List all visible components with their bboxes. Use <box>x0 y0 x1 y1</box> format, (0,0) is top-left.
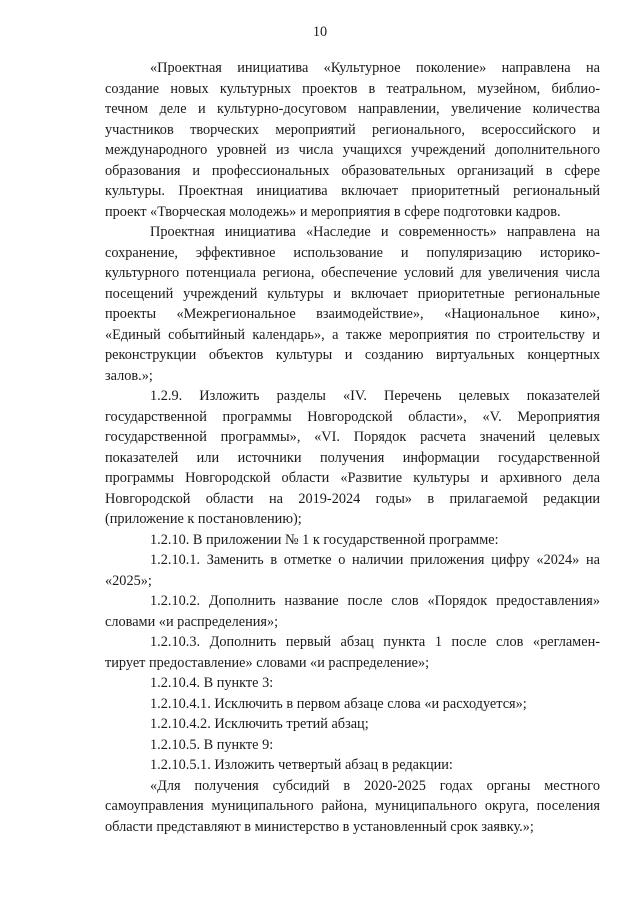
paragraph-line: 1.2.10.4.2. Исключить третий абзац; <box>150 716 369 732</box>
paragraph-line: самоуправления муниципального района, муниципального округа, поселения <box>105 798 600 814</box>
paragraph-line: Проектная инициатива «Наследие и современность» направлена на <box>150 224 600 240</box>
paragraph-line: области представляют в министерство в установленный срок заявку.»; <box>105 818 534 835</box>
paragraph <box>130 694 600 715</box>
paragraph-line: «Для получения субсидий в 2020-2025 годах органы местного <box>150 777 600 794</box>
paragraph-line: (приложение к постановлению); <box>105 511 302 527</box>
paragraph-line: участников творческих мероприятий регионального, всероссийского и <box>105 121 600 138</box>
paragraph-line: течном деле и культурно-досуговом направлении, увеличение количества <box>105 101 600 117</box>
paragraph <box>105 58 600 222</box>
paragraph-line: показателей или источники получения информации государственной <box>105 449 600 466</box>
paragraph-line: государственной программы», «VI. Порядок расчета значений целевых <box>105 429 600 445</box>
paragraph-line: «Единый событийный календарь», а также мероприятия по строительству и <box>105 326 600 343</box>
paragraph-line: сохранение, эффективное использование и популяризацию историко- <box>105 244 600 261</box>
paragraph-line: «Проектная инициатива «Культурное поколение» направлена на <box>150 60 600 76</box>
paragraph <box>105 222 600 386</box>
paragraph <box>130 530 600 551</box>
paragraph-line: 1.2.10.3. Дополнить первый абзац пункта 1 после слов «регламен- <box>150 634 600 650</box>
paragraph <box>130 755 600 776</box>
paragraph-line: 1.2.10.4. В пункте 3: <box>150 675 274 691</box>
paragraph-line: международного уровней из числа учащихся учреждений дополнительного <box>105 142 600 158</box>
paragraph-line: проект «Творческая молодежь» и мероприятия в сфере подготовки кадров. <box>105 203 561 220</box>
paragraph-line: 1.2.10.5. В пункте 9: <box>150 736 274 753</box>
paragraph-line: создание новых культурных проектов в театральном, музейном, библио- <box>105 80 600 97</box>
paragraph-line: культуры. Проектная инициатива включает приоритетный региональный <box>105 183 600 199</box>
paragraph-line: посещений учреждений культуры и включает приоритетные региональные <box>105 285 600 302</box>
paragraph-line: реконструкции объектов культуры и созданию виртуальных концертных <box>105 347 600 363</box>
document-body <box>105 58 600 837</box>
paragraph-line: Новгородской области на 2019-2024 годы» в прилагаемой редакции <box>105 490 600 507</box>
paragraph <box>130 673 600 694</box>
paragraph-line: 1.2.10.1. Заменить в отметке о наличии приложения цифру «2024» на <box>150 552 600 568</box>
paragraph <box>105 776 600 838</box>
paragraph-line: тирует предоставление» словами «и распределение»; <box>105 654 430 671</box>
paragraph-line: словами «и распределения»; <box>105 613 279 630</box>
paragraph-line: программы Новгородской области «Развитие культуры и архивного дела <box>105 470 600 486</box>
paragraph-line: 1.2.10.4.1. Исключить в первом абзаце слова «и расходуется»; <box>150 695 527 712</box>
paragraph-line: «2025»; <box>105 572 152 589</box>
page-number: 10 <box>312 24 328 40</box>
paragraph <box>130 735 600 756</box>
paragraph-line: образования и профессиональных образовательных организаций в сфере <box>105 162 600 179</box>
paragraph-line: залов.»; <box>105 367 153 384</box>
paragraph-line: государственной программы Новгородской области», «V. Мероприятия <box>105 408 600 425</box>
paragraph <box>105 550 600 591</box>
paragraph-line: 1.2.10. В приложении № 1 к государственной программе: <box>150 531 499 548</box>
paragraph <box>105 632 600 673</box>
paragraph-line: 1.2.10.5.1. Изложить четвертый абзац в редакции: <box>150 757 453 773</box>
paragraph <box>105 386 600 530</box>
paragraph <box>105 591 600 632</box>
paragraph-line: культурного потенциала региона, обеспечение условий для увеличения числа <box>105 265 600 281</box>
paragraph-line: 1.2.9. Изложить разделы «IV. Перечень целевых показателей <box>150 388 600 404</box>
paragraph-line: 1.2.10.2. Дополнить название после слов «Порядок предоставления» <box>150 593 600 609</box>
paragraph <box>130 714 600 735</box>
paragraph-line: проекты «Межрегиональное взаимодействие», «Национальное кино», <box>105 306 600 322</box>
